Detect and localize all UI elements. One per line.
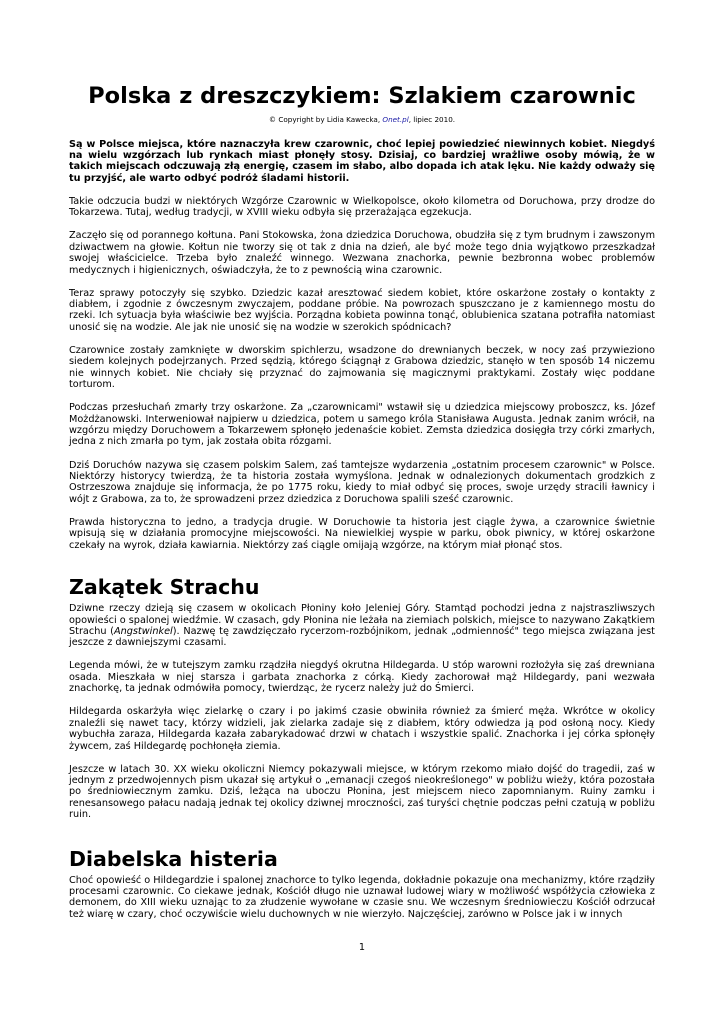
italic-term: Angstwinkel	[113, 625, 173, 637]
paragraph: Zaczęło się od porannego kołtuna. Pani Stokowska, żona dziedzica Doruchowa, obudziła się z tym brudnym i zawszonym dziwactwem na głowie. Kołtun nie tworzy się ot tak z dnia na dzień, ale być może tego dnia wyjątkowo przeszkadzał swojej właścicielce. Trzeba było znaleźć winnego. Wezwana znachorka, pewnie bezbronna wobec problemów medycznych i higienicznych, oświadczyła, że to z pewnością wina czarownic.	[69, 230, 656, 276]
paragraph: Hildegarda oskarżyła więc zielarkę o czary i po jakimś czasie obwiniła również za śmierć męża. Wkrótce w okolicy znaleźli się nawet tacy, którzy widzieli, jak zielarka zadaje się z diabłem, który odwiedza ją pod osłoną nocy. Kiedy wybuchła zaraza, Hildegarda kazała zabarykadować drzwi w chatach i wszystkie spalić. Znachorka i jej córka spłonęły żywcem, zaś Hildegardę pochłonęła ziemia.	[69, 706, 655, 752]
text-run: Dziwne rzeczy dzieją się czasem w okolicach Płoniny koło Jeleniej Góry. Stamtąd pochodzi jedna z najstraszliwszych opowieści o spalonej wiedźmie. W czasach, gdy Płonina nie leżała na ziemiach polskich, miejsce to nazywano Zakątkiem Strachu (	[69, 603, 655, 637]
section-heading-zakatek-strachu: Zakątek Strachu	[69, 575, 260, 600]
onet-link[interactable]: Onet.pl	[382, 115, 409, 124]
page-title: Polska z dreszczykiem: Szlakiem czarownic	[88, 83, 636, 109]
copyright-prefix: © Copyright by Lidia Kawecka,	[268, 115, 383, 124]
page-number: 1	[358, 942, 366, 953]
copyright-suffix: , lipiec 2010.	[408, 115, 456, 124]
paragraph: Teraz sprawy potoczyły się szybko. Dziedzic kazał aresztować siedem kobiet, które oskarżone zostały o kontakty z diabłem, i zgodnie z ówczesnym zwyczajem, poddane próbie. Na powrozach spuszczano je z kamiennego mostu do rzeki. Ich sytuacja była właściwie bez wyjścia. Porządna kobieta powinna tonąć, oblubienica szatana potrafiła natomiast unosić się na wodzie. Ale jak nie unosić się na wodzie w szerokich spódnicach?	[69, 287, 655, 333]
lead-paragraph: Są w Polsce miejsca, które naznaczyła krew czarownic, choć lepiej powiedzieć niewinnych kobiet. Niegdyś na wielu wzgórzach lub rynkach miast płonęły stosy. Dzisiaj, co bardziej wrażliwe osoby mówią, że w takich miejscach odczuwają złą energię, czasem im słabo, albo dopada ich atak lęku. Nie każdy odważy się tu przyjść, ale warto odbyć podróż śladami historii.	[69, 139, 655, 184]
paragraph: Choć opowieść o Hildegardzie i spalonej znachorce to tylko legenda, dokładnie pokazuje ona mechanizmy, które rządziły procesami czarownic. Co ciekawe jednak, Kościół długo nie uznawał ludowej wiary w możliwość współżycia człowieka z demonem, do XIII wieku uznając to za złudzenie wywołane w czasie snu. We wczesnym średniowieczu Kościół odrzucał też wiarę w czary, choć oczywiście wielu duchownych w nie wierzyło. Najczęściej, zarówno w Polsce jak i w innych	[69, 874, 655, 920]
paragraph	[69, 603, 655, 649]
paragraph: Prawda historyczna to jedno, a tradycja drugie. W Doruchowie ta historia jest ciągle żywa, a czarownice świetnie wpisują się w działania promocyjne miejscowości. Na niewielkiej wyspie w parku, obok piwnicy, w której oskarżone czekały na wyrok, działa kawiarnia. Niektórzy zaś ciągle omijają wzgórze, na którym miał płonąć stos.	[69, 516, 655, 551]
paragraph: Jeszcze w latach 30. XX wieku okoliczni Niemcy pokazywali miejsce, w którym rzekomo miało dojść do tragedii, zaś w jednym z przedwojennych pism ukazał się artykuł o „emanacji czegoś nieokreślonego" w pobliżu wieży, która pozostała po średniowiecznym zamku. Dziś, leżąca na uboczu Płonina, jest miejscem nieco zapomnianym. Ruiny zamku i renesansowego pałacu nadają jednak tej okolicy dziwnej mroczności, zaś turyści chętnie podczas pełni czatują w pobliżu ruin.	[69, 763, 655, 821]
paragraph: Czarownice zostały zamknięte w dworskim spichlerzu, wsadzone do drewnianych beczek, w nocy zaś przywieziono siedem kolejnych podejrzanych. Przed sędzią, którego ściągnął z Grabowa dziedzic, stanęło w ten sposób 14 niczemu nie winnych kobiet. Nie chciały się przyznać do zajmowania się magicznymi praktykami. Zostały więc poddane torturom.	[69, 344, 655, 391]
text-run: ). Nazwę tę zawdzięczało rycerzom-rozbójnikom, jednak „odmienność" tego miejsca związana jest jeszcze z dawniejszymi czasami.	[69, 625, 655, 649]
paragraph: Legenda mówi, że w tutejszym zamku rządziła niegdyś okrutna Hildegarda. U stóp warowni rozłożyła się zaś drewniana osada. Mieszkała w niej starsza i garbata znachorka z córką. Kiedy zachorował mąż Hildegardy, pani wezwała znachorkę, ta jednak odmówiła pomocy, twierdząc, że rycerz należy już do Śmierci.	[69, 660, 655, 695]
copyright-line	[69, 115, 655, 125]
section-heading-diabelska-histeria: Diabelska histeria	[69, 846, 278, 871]
paragraph: Podczas przesłuchań zmarły trzy oskarżone. Za „czarownicami" wstawił się u dziedzica miejscowy proboszcz, ks. Józef Możdżanowski. Interweniował najpierw u dziedzica, potem u samego króla Stanisława Augusta. Jednak zanim wrócił, na wzgórzu między Doruchowem a Tokarzewem spłonęło jedenaście kobiet. Zemsta dziedzica dosięgła trzy córki zmarłych, jedna z nich zmarła po tym, jak została obita rózgami.	[69, 402, 655, 448]
document-page	[69, 80, 655, 920]
paragraph: Takie odczucia budzi w niektórych Wzgórze Czarownic w Wielkopolsce, około kilometra od Doruchowa, przy drodze do Tokarzewa. Tutaj, według tradycji, w XVIII wieku odbyła się przerażająca egzekucja.	[69, 195, 655, 219]
paragraph: Dziś Doruchów nazywa się czasem polskim Salem, zaś tamtejsze wydarzenia „ostatnim procesem czarownic" w Polsce. Niektórzy historycy twierdzą, że ta historia została wymyślona. Jednak w odnalezionych dokumentach grodzkich z Ostrzeszowa znajduje się informacja, że po 1775 roku, kiedy to miał odbyć się proces, swoje urzędy stracili ławnicy i wójt z Grabowa, za to, że sprowadzeni przez dziedzica z Doruchowa spalili sześć czarownic.	[69, 459, 655, 505]
